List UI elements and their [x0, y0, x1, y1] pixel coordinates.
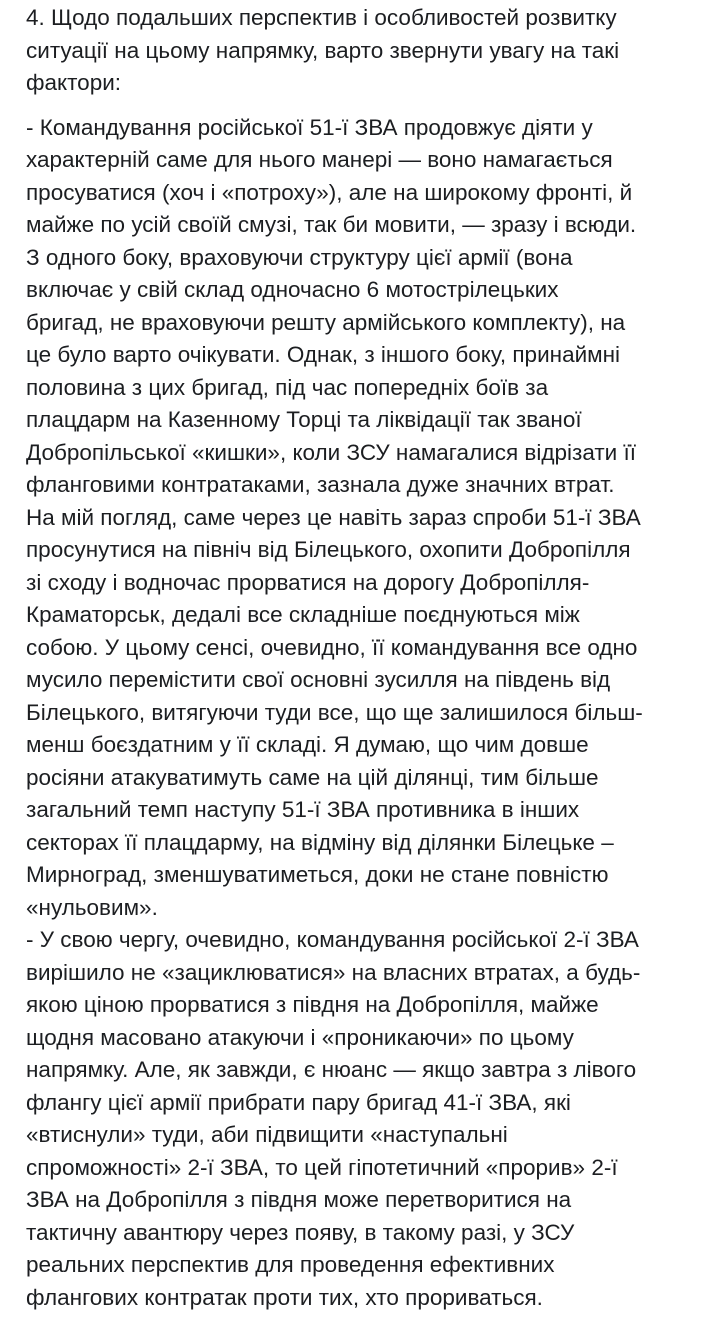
text-line: З одного боку, враховуючи структуру цієї армії (вона	[26, 244, 573, 270]
text-line: реальних перспектив для проведення ефективних	[26, 1252, 555, 1277]
text-line: загальний темп наступу 51-ї ЗВА противника в інших	[26, 797, 580, 822]
text-line: собою. У цьому сенсі, очевидно, її командування все одно	[26, 634, 638, 660]
text-line: секторах її плацдарму, на відміну від ділянки Білецьке –	[26, 829, 614, 855]
text-line: плацдарм на Казенному Торці та ліквідації так званої	[26, 407, 582, 432]
text-line: фактори:	[26, 70, 122, 95]
text-line: спроможності» 2-ї ЗВА, то цей гіпотетичний «прорив» 2-ї	[26, 1154, 618, 1180]
text-line: вирішило не «зациклюватися» на власних втратах, а будь-	[26, 959, 641, 985]
text-line: флангу цієї армії прибрати пару бригад 41-ї ЗВА, які	[26, 1089, 571, 1115]
text-line: половина з цих бригад, під час попередніх боїв за	[26, 374, 549, 400]
text-line: якою ціною прорватися з півдня на Добропілля, майже	[26, 992, 599, 1017]
text-line: флангових контратак проти тих, хто прориваться.	[26, 1284, 543, 1310]
text-line: Добропільської «кишки», коли ЗСУ намагалися відрізати її	[26, 439, 636, 465]
text-line: менш боєздатним у її складі. Я думаю, що чим довше	[26, 732, 589, 757]
text-line: Білецького, витягуючи туди все, що ще залишилося більш-	[26, 699, 643, 725]
text-line: характерній саме для нього манері — воно намагається	[26, 147, 613, 172]
text-line: 4. Щодо подальших перспектив і особливостей розвитку	[26, 5, 617, 30]
text-line: - Командування російської 51-ї ЗВА продовжує діяти у	[26, 114, 593, 140]
text-line: напрямку. Але, як завжди, є нюанс — якщо завтра з лівого	[26, 1057, 637, 1082]
text-line: «нульовим».	[26, 894, 158, 920]
text-line: росіяни атакуватимуть саме на цій ділянці, тим більше	[26, 764, 599, 790]
text-line: Мирноград, зменшуватиметься, доки не стане повністю	[26, 862, 609, 887]
text-line: Краматорськ, дедалі все складніше поєднуються між	[26, 602, 580, 627]
text-line: просунутися на північ від Білецького, охопити Добропілля	[26, 537, 631, 562]
text-line: ЗВА на Добропілля з півдня може перетворитися на	[26, 1187, 572, 1212]
text-line: - У свою чергу, очевидно, командування російської 2-ї ЗВА	[26, 927, 639, 952]
paragraph	[26, 2, 712, 100]
text-line: щодня масовано атакуючи і «проникаючи» по цьому	[26, 1024, 574, 1050]
text-line: це було варто очікувати. Однак, з іншого боку, принаймні	[26, 342, 621, 367]
text-line: зі сходу і водночас прорватися на дорогу Добропілля-	[26, 569, 590, 595]
paragraph	[26, 112, 712, 1315]
text-line: фланговими контратаками, зазнала дуже значних втрат.	[26, 472, 615, 497]
text-line: майже по усій своїй смузі, так би мовити, — зразу і всюди.	[26, 212, 637, 237]
text-line: тактичну авантюру через появу, в такому разі, у ЗСУ	[26, 1219, 575, 1245]
text-line: На мій погляд, саме через це навіть зараз спроби 51-ї ЗВА	[26, 504, 641, 530]
text-line: «втиснули» туди, аби підвищити «наступальні	[26, 1122, 508, 1147]
text-line: бригад, не враховуючи решту армійського комплекту), на	[26, 309, 626, 335]
text-line: просуватися (хоч і «потроху»), але на широкому фронті, й	[26, 179, 633, 205]
text-line: ситуації на цьому напрямку, варто звернути увагу на такі	[26, 37, 620, 63]
text-line: включає у свій склад одночасно 6 мотострілецьких	[26, 277, 559, 302]
text-line: мусило перемістити свої основні зусилля на південь від	[26, 667, 611, 692]
